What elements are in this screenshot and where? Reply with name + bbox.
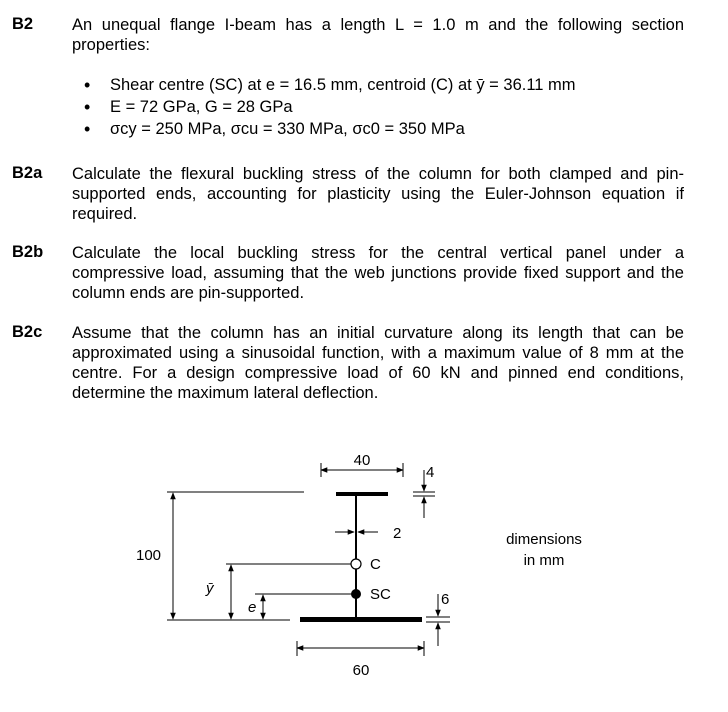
question-intro: An unequal flange I-beam has a length L = 1.0 m and the following section properties: (72, 16, 684, 54)
question-id: B2 (12, 15, 34, 33)
units-note-line2: in mm (523, 552, 565, 569)
shear-centre-label: SC (370, 586, 391, 603)
dim-bottom-flange-label: 60 (352, 662, 370, 679)
question-id: B2c (12, 323, 43, 341)
units-note-line1: dimensions (506, 531, 582, 548)
property-item: • Shear centre (SC) at e = 16.5 mm, centroid (C) at ȳ = 36.11 mm (72, 75, 672, 95)
question-id: B2b (12, 243, 44, 261)
question-text: Calculate the flexural buckling stress of the column for both clamped and pin-supported ends, accounting for plasticity using the Euler-Johnson equation if required. (72, 165, 684, 223)
dim-top-flange-label: 40 (353, 452, 371, 469)
centroid-marker (351, 559, 361, 569)
ybar-label: ȳ (206, 580, 214, 597)
top-flange (336, 492, 388, 496)
bottom-flange (300, 617, 422, 622)
e-label: e (248, 599, 257, 616)
centroid-label: C (370, 556, 381, 573)
property-item: • σcy = 250 MPa, σcu = 330 MPa, σc0 = 350 MPa (72, 119, 672, 139)
question-text: Assume that the column has an initial curvature along its length that can be approximated using a sinusoidal function, with a maximum value of 8 mm at the centre. For a design compressive load of 60 kN and pinned end conditions, determine the maximum lateral deflection. (72, 324, 684, 402)
dim-web-label: 2 (393, 525, 402, 542)
i-beam-section-figure (0, 430, 728, 712)
dim-bottom-thickness-label: 6 (441, 591, 450, 608)
question-text: Calculate the local buckling stress for the central vertical panel under a compressive load, assuming that the web junctions provide fixed support and the column ends are pin-supported. (72, 244, 684, 302)
dim-height-label: 100 (136, 547, 162, 564)
question-id: B2a (12, 164, 43, 182)
shear-centre-marker (351, 589, 361, 599)
property-list (72, 75, 672, 141)
web (355, 496, 357, 620)
property-item: • E = 72 GPa, G = 28 GPa (72, 97, 672, 117)
dim-top-thickness-label: 4 (426, 464, 435, 481)
